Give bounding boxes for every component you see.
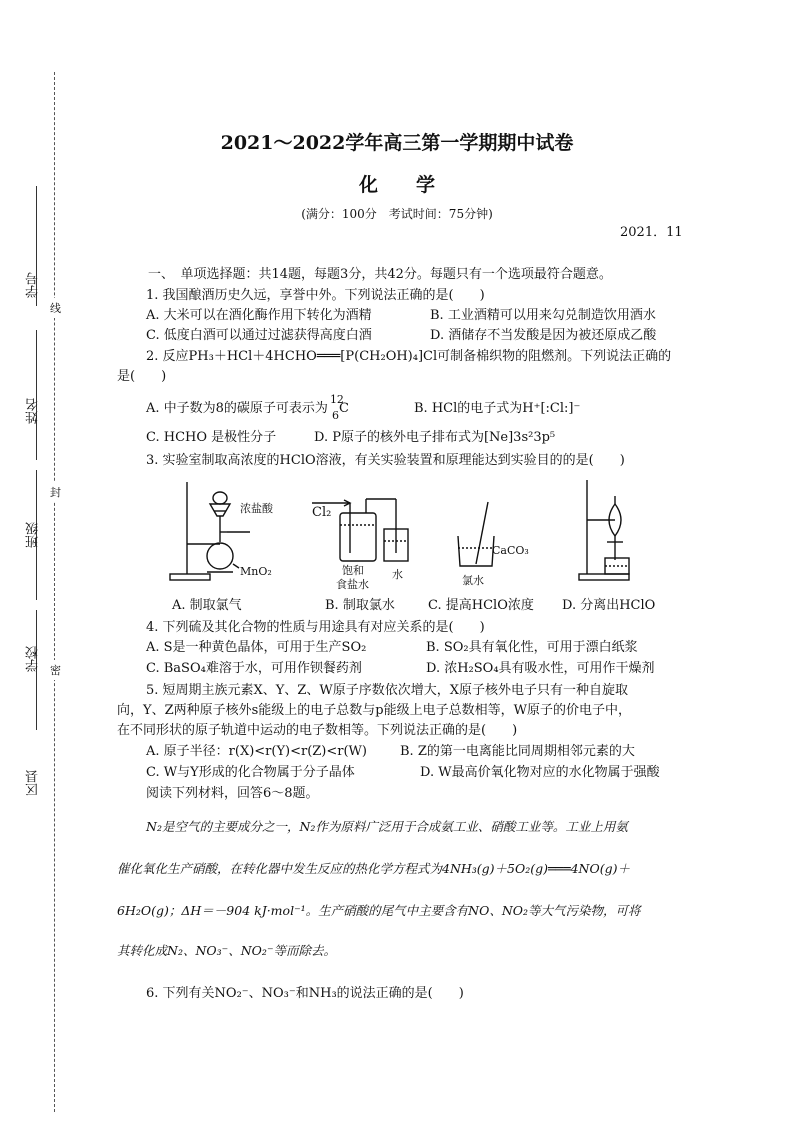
nuclide-atomic-number: 6 — [331, 409, 339, 422]
binding-dashed-line — [54, 72, 55, 1112]
label-cl2: Cl₂ — [312, 505, 332, 520]
exam-title: 2021～2022学年高三第一学期期中试卷 — [220, 132, 574, 154]
nuclide-symbol: C — [338, 401, 349, 416]
seal-mark-line: 线 — [50, 298, 61, 318]
q4-option-b: B. SO₂具有氧化性，可用于漂白纸浆 — [426, 640, 638, 655]
q2-stem-line2: 是( ) — [117, 369, 167, 384]
q4-option-c: C. BaSO₄难溶于水，可用作钡餐药剂 — [146, 661, 362, 676]
q5-stem-line3: 在不同形状的原子轨道中运动的电子数相等。下列说法正确的是( ) — [117, 723, 518, 738]
q4-stem: 4. 下列硫及其化合物的性质与用途具有对应关系的是( ) — [146, 620, 485, 635]
q5-option-b: B. Z的第一电离能比同周期相邻元素的大 — [400, 744, 635, 759]
name-label: 姓名 — [26, 398, 41, 424]
q5-option-d: D. W最高价氧化物对应的水化物属于强酸 — [420, 765, 660, 780]
q3-stem: 3. 实验室制取高浓度的HClO溶液，有关实验装置和原理能达到实验目的的是( ) — [146, 453, 625, 468]
reading-paragraph-line1: N₂是空气的主要成分之一，N₂作为原料广泛用于合成氨工业、硝酸工业等。工业上用氨 — [146, 819, 628, 834]
reading-paragraph-line4: 其转化成N₂、NO₃⁻、NO₂⁻等而除去。 — [117, 943, 337, 958]
name-underline — [36, 330, 37, 460]
label-caco3: CaCO₃ — [492, 544, 529, 557]
label-conc-hcl: 浓盐酸 — [240, 502, 273, 515]
student-id-label: 学号 — [26, 272, 41, 298]
q5-option-a: A. 原子半径：r(X)<r(Y)<r(Z)<r(W) — [146, 744, 367, 759]
q5-stem-line2: 向，Y、Z两种原子核外s能级上的电子总数与p能级上电子总数相等，W原子的价电子中， — [117, 703, 631, 718]
q2-option-a-text: A. 中子数为8的碳原子可表示为 — [146, 401, 328, 416]
caption-d: D. 分离出HClO — [562, 598, 656, 613]
q4-option-d: D. 浓H₂SO₄具有吸水性，可用作干燥剂 — [426, 661, 655, 676]
label-mno2: MnO₂ — [240, 565, 272, 578]
q2-option-b: B. HCl的电子式为H⁺[:Cl:]⁻ — [414, 401, 581, 416]
q2-stem-line1: 2. 反应PH₃＋HCl＋4HCHO═══[P(CH₂OH)₄]Cl可制备棉织物的阻燃剂。下列说法正确的 — [146, 349, 672, 364]
q2-option-a — [146, 393, 349, 422]
q6-stem: 6. 下列有关NO₂⁻、NO₃⁻和NH₃的说法正确的是( ) — [146, 986, 464, 1001]
seal-mark-secret: 密 — [50, 660, 61, 680]
q2-option-d: D. P原子的核外电子排布式为[Ne]3s²3p⁵ — [314, 430, 556, 445]
q5-option-c: C. W与Y形成的化合物属于分子晶体 — [146, 765, 355, 780]
reading-intro: 阅读下列材料，回答6～8题。 — [146, 786, 319, 801]
exam-date: 2021．11 — [620, 225, 683, 240]
label-saturated-1: 饱和 — [342, 564, 364, 577]
q5-stem-line1: 5. 短周期主族元素X、Y、Z、W原子序数依次增大，X原子核外电子只有一种自旋取 — [146, 683, 629, 698]
q1-option-d: D. 酒储存不当发酸是因为被还原成乙酸 — [430, 328, 657, 343]
caption-c: C. 提高HClO浓度 — [428, 598, 534, 613]
q4-option-a: A. S是一种黄色晶体，可用于生产SO₂ — [146, 640, 367, 655]
q1-option-a: A. 大米可以在酒化酶作用下转化为酒精 — [146, 308, 372, 323]
seal-mark-seal: 封 — [50, 482, 61, 502]
section-heading: 一、 单项选择题：共14题，每题3分，共42分。每题只有一个选项最符合题意。 — [148, 267, 612, 282]
label-chlorine-water: 氯水 — [462, 574, 484, 587]
county-label: 区县 — [26, 770, 41, 796]
class-label: 班级 — [26, 522, 41, 548]
q1-stem: 1. 我国酿酒历史久远，享誉中外。下列说法正确的是( ) — [146, 288, 485, 303]
q1-option-c: C. 低度白酒可以通过过滤获得高度白酒 — [146, 328, 372, 343]
school-label: 学校 — [26, 646, 41, 672]
apparatus-c-diagram — [450, 498, 510, 570]
score-info: (满分：100分 考试时间：75分钟) — [301, 207, 493, 221]
subject-title: 化 学 — [358, 174, 435, 196]
caption-a: A. 制取氯气 — [172, 598, 242, 613]
q1-option-b: B. 工业酒精可以用来勾兑制造饮用酒水 — [430, 308, 656, 323]
nuclide-mass-number: 12 — [329, 393, 344, 406]
label-saturated-2: 食盐水 — [336, 578, 369, 591]
reading-paragraph-line2: 催化氧化生产硝酸，在转化器中发生反应的热化学方程式为4NH₃(g)＋5O₂(g)═══4NO(g)＋ — [117, 861, 630, 876]
label-water: 水 — [392, 568, 403, 581]
apparatus-d-diagram — [575, 476, 655, 584]
q2-option-c: C. HCHO 是极性分子 — [146, 430, 277, 445]
reading-paragraph-line3: 6H₂O(g)；ΔH＝－904 kJ·mol⁻¹。生产硝酸的尾气中主要含有NO、NO₂等大气污染物，可将 — [117, 903, 641, 918]
caption-b: B. 制取氯水 — [325, 598, 395, 613]
